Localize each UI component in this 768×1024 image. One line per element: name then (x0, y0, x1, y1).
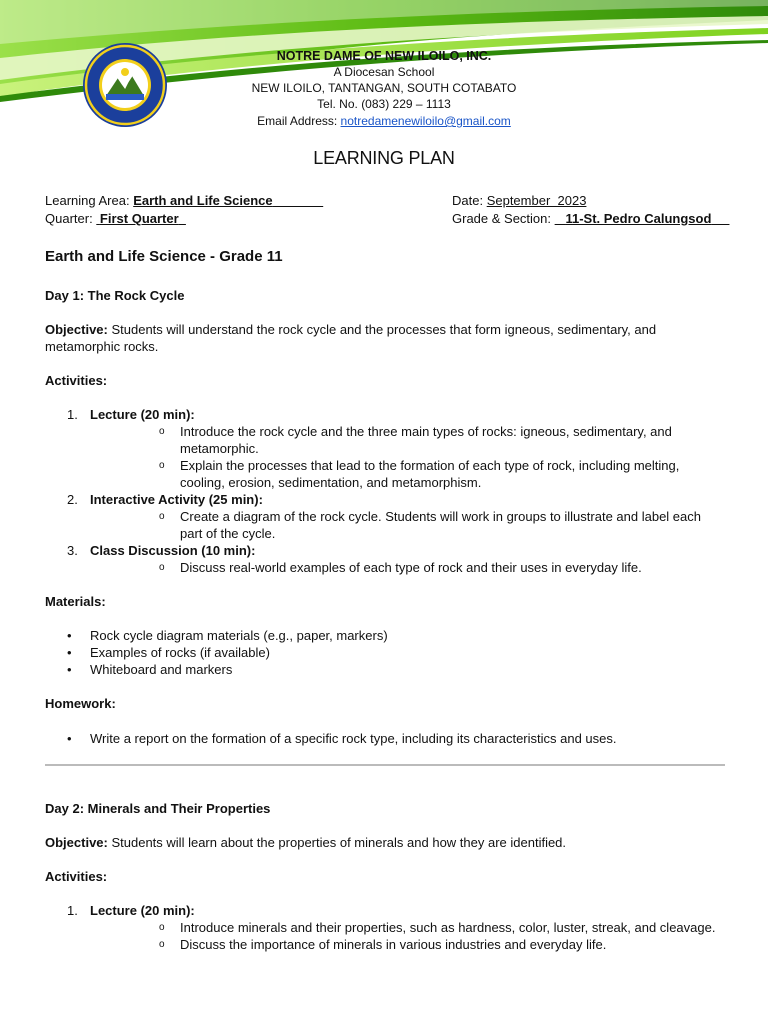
materials-label: Materials: (45, 594, 106, 609)
objective-paragraph (45, 321, 725, 355)
activity-item (45, 491, 725, 542)
activity-subitems (90, 508, 725, 542)
course-title: Earth and Life Science - Grade 11 (45, 248, 283, 265)
date-field (452, 192, 586, 209)
activities-list (45, 406, 725, 576)
school-email-line (0, 113, 768, 129)
email-link[interactable]: notredamenewiloilo@gmail.com (340, 114, 511, 128)
homework-item: • Write a report on the formation of a specific rock type, including its characteristics and uses. (45, 730, 725, 747)
lesson-content (45, 248, 725, 953)
activity-title: Class Discussion (10 min): (90, 543, 256, 558)
grade-section-field (452, 210, 729, 227)
activity-subitems (90, 919, 725, 953)
day-section (45, 800, 725, 953)
email-label: Email Address: (257, 114, 341, 128)
material-item: • Whiteboard and markers (45, 661, 725, 678)
grade-section-value: 11-St. Pedro Calungsod (565, 211, 712, 226)
objective-text: Students will understand the rock cycle and the processes that form igneous, sedimentary, and metamorphic rocks. (45, 322, 657, 354)
activities-list (45, 902, 725, 953)
activity-subitems (90, 423, 725, 491)
activity-number: 2. (67, 492, 78, 507)
quarter-value: First Quarter (99, 211, 179, 226)
activity-number: 1. (67, 407, 78, 422)
objective-label: Objective: (45, 835, 108, 850)
objective-text: Students will learn about the properties of minerals and how they are identified. (111, 835, 567, 850)
quarter-label: Quarter: (45, 211, 97, 226)
day-title: Day 2: Minerals and Their Properties (45, 801, 271, 816)
activity-item (45, 406, 725, 491)
school-type: A Diocesan School (333, 65, 435, 79)
activity-item (45, 902, 725, 953)
grade-section-label: Grade & Section: (452, 211, 555, 226)
activity-title: Interactive Activity (25 min): (90, 492, 263, 507)
activity-title: Lecture (20 min): (90, 407, 195, 422)
objective-paragraph (45, 834, 725, 851)
homework-list (45, 730, 725, 747)
date-value: September 2023 (486, 193, 587, 208)
materials-list (45, 627, 725, 678)
school-phone: Tel. No. (083) 229 – 1113 (317, 97, 451, 111)
homework-label: Homework: (45, 696, 116, 711)
learning-area-label: Learning Area: (45, 193, 134, 208)
activity-number: 3. (67, 543, 78, 558)
learning-area-field (45, 192, 323, 209)
activity-subitem: o Create a diagram of the rock cycle. Students will work in groups to illustrate and label each part of the cycle. (90, 508, 725, 542)
school-address: NEW ILOILO, TANTANGAN, SOUTH COTABATO (251, 81, 517, 95)
activities-label: Activities: (45, 869, 108, 884)
activity-title: Lecture (20 min): (90, 903, 195, 918)
date-label: Date: (452, 193, 487, 208)
document-title: LEARNING PLAN (313, 148, 455, 168)
activity-subitem: o Discuss real-world examples of each type of rock and their uses in everyday life. (90, 559, 725, 576)
school-name: NOTRE DAME OF NEW ILOILO, INC. (276, 49, 492, 63)
activities-label: Activities: (45, 373, 108, 388)
activity-subitem: o Discuss the importance of minerals in various industries and everyday life. (90, 936, 725, 953)
activity-subitems (90, 559, 725, 576)
learning-area-value: Earth and Life Science (133, 193, 273, 208)
material-item: • Rock cycle diagram materials (e.g., paper, markers) (45, 627, 725, 644)
activity-subitem: o Introduce the rock cycle and the three main types of rocks: igneous, sedimentary, and metamorphic. (90, 423, 725, 457)
activity-item (45, 542, 725, 576)
objective-label: Objective: (45, 322, 108, 337)
day-title: Day 1: The Rock Cycle (45, 288, 185, 303)
material-item: • Examples of rocks (if available) (45, 644, 725, 661)
activity-subitem: o Introduce minerals and their properties, such as hardness, color, luster, streak, and cleavage. (90, 919, 725, 936)
activity-subitem: o Explain the processes that lead to the formation of each type of rock, including melting, cooling, erosion, sedimentation, and metamorphism. (90, 457, 725, 491)
day-section (45, 287, 725, 747)
activity-number: 1. (67, 903, 78, 918)
quarter-field (45, 210, 186, 227)
